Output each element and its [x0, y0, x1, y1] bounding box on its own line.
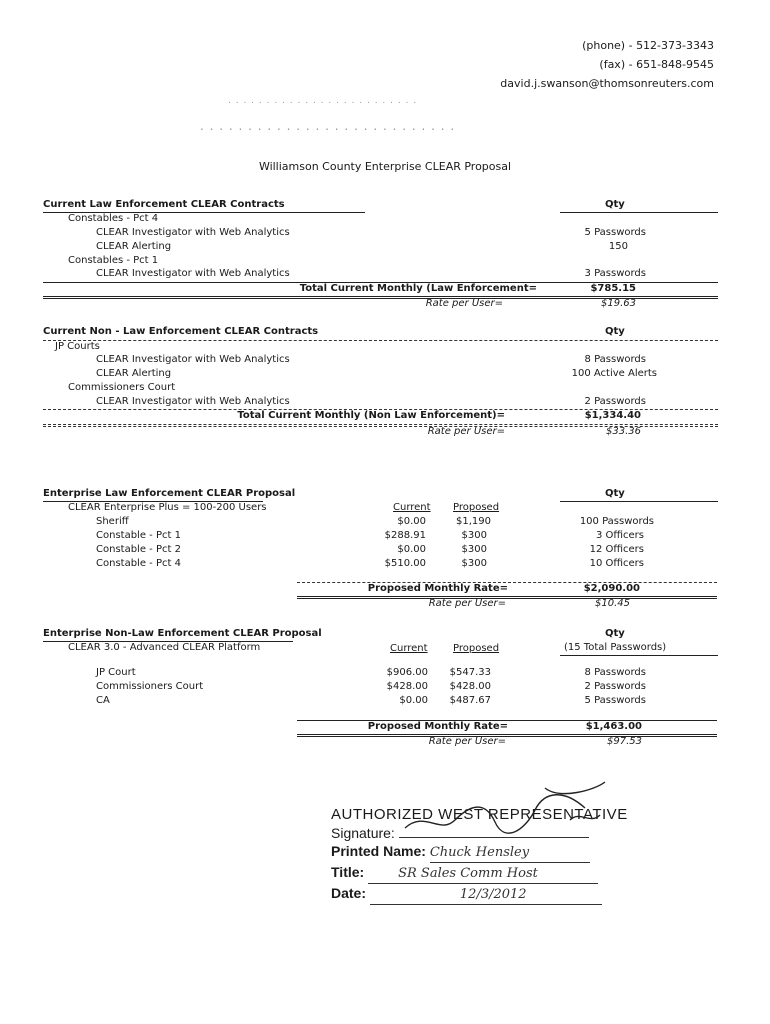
ent-nle-rate-value: $97.53	[607, 736, 642, 747]
ent-le-total-value: $2,090.00	[583, 583, 640, 594]
current-le-qty-header: Qty	[605, 199, 625, 210]
ent-le-qty-header: Qty	[605, 488, 625, 499]
current-le-heading: Current Law Enforcement CLEAR Contracts	[43, 199, 285, 210]
ent-le-heading: Enterprise Law Enforcement CLEAR Proposal	[43, 488, 296, 499]
table-cell-proposed: $547.33	[449, 667, 491, 678]
table-cell-proposed: $300	[461, 544, 487, 555]
table-row-label: Constable - Pct 4	[96, 558, 181, 569]
table-cell-qty: 12 Officers	[589, 544, 644, 555]
current-le-rate-label: Rate per User=	[425, 298, 503, 309]
current-nle-rate-label: Rate per User=	[427, 426, 505, 437]
list-item: CLEAR Alerting	[96, 241, 172, 252]
date-label: Date:	[331, 885, 367, 901]
table-cell-qty: 2 Passwords	[584, 681, 646, 692]
ent-nle-rate-label: Rate per User=	[428, 736, 506, 747]
title-label: Title:	[331, 864, 365, 880]
qty-value: 150	[608, 241, 628, 252]
table-row-label: JP Court	[96, 667, 136, 678]
qty-value: 8 Passwords	[584, 354, 646, 365]
list-item: Commissioners Court	[68, 382, 176, 393]
printed-name-value: Chuck Hensley	[430, 844, 590, 863]
qty-value: 2 Passwords	[584, 396, 646, 407]
ent-nle-total-label: Proposed Monthly Rate=	[367, 721, 508, 732]
faint-header-line-1: . . . . . . . . . . . . . . . . . . . . . . . . .	[228, 96, 418, 106]
current-le-total-value: $785.15	[590, 283, 636, 294]
table-row-label: Constable - Pct 1	[96, 530, 181, 541]
table-row-label: CA	[96, 695, 110, 706]
list-item: CLEAR Investigator with Web Analytics	[96, 396, 290, 407]
list-item: JP Courts	[55, 341, 100, 352]
qty-value: 100 Active Alerts	[571, 368, 657, 379]
divider	[43, 296, 718, 297]
table-cell-proposed: $300	[461, 558, 487, 569]
ent-le-proposed-header: Proposed	[453, 502, 500, 513]
ent-le-total-label: Proposed Monthly Rate=	[367, 583, 508, 594]
divider	[297, 598, 717, 599]
qty-value: 5 Passwords	[584, 227, 646, 238]
qty-value: 3 Passwords	[584, 268, 646, 279]
divider	[43, 424, 718, 425]
list-item: CLEAR Investigator with Web Analytics	[96, 354, 290, 365]
ent-le-subheading: CLEAR Enterprise Plus = 100-200 Users	[68, 502, 267, 513]
printed-name-label: Printed Name:	[331, 843, 426, 859]
divider	[560, 501, 718, 502]
ent-nle-total-value: $1,463.00	[585, 721, 642, 732]
current-nle-qty-header: Qty	[605, 326, 625, 337]
table-cell-qty: 5 Passwords	[584, 695, 646, 706]
table-cell-qty: 10 Officers	[589, 558, 644, 569]
signature-heading: AUTHORIZED WEST REPRESENTATIVE	[331, 806, 628, 823]
handwritten-signature	[395, 780, 615, 840]
ent-nle-heading: Enterprise Non-Law Enforcement CLEAR Proposal	[43, 628, 322, 639]
table-row-label: Sheriff	[96, 516, 129, 527]
divider	[560, 655, 718, 656]
ent-nle-subheading: CLEAR 3.0 - Advanced CLEAR Platform	[68, 642, 261, 653]
table-cell-current: $0.00	[397, 544, 426, 555]
table-row-label: Constable - Pct 2	[96, 544, 181, 555]
list-item: CLEAR Investigator with Web Analytics	[96, 268, 290, 279]
list-item: Constables - Pct 4	[68, 213, 159, 224]
ent-nle-qty-subheader: (15 Total Passwords)	[564, 642, 667, 653]
ent-nle-current-header: Current	[390, 643, 428, 654]
divider	[297, 736, 717, 737]
current-le-total-label: Total Current Monthly (Law Enforcement=	[299, 283, 537, 294]
current-nle-rate-value: $33.36	[606, 426, 641, 437]
table-cell-proposed: $428.00	[449, 681, 491, 692]
ent-le-rate-value: $10.45	[595, 598, 630, 609]
faint-header-line-2: . . . . . . . . . . . . . . . . . . . . . . . . . . .	[200, 119, 456, 133]
ent-le-current-header: Current	[393, 502, 431, 513]
divider	[43, 340, 718, 341]
current-nle-total-label: Total Current Monthly (Non Law Enforcement)=	[237, 410, 505, 421]
contact-phone: (phone) - 512-373-3343	[582, 39, 714, 52]
table-cell-current: $0.00	[397, 516, 426, 527]
table-cell-current: $288.91	[384, 530, 426, 541]
table-cell-proposed: $300	[461, 530, 487, 541]
table-cell-qty: 100 Passwords	[579, 516, 654, 527]
ent-nle-proposed-header: Proposed	[453, 643, 500, 654]
table-cell-qty: 3 Officers	[595, 530, 644, 541]
list-item: CLEAR Alerting	[96, 368, 172, 379]
table-cell-proposed: $487.67	[449, 695, 491, 706]
table-cell-current: $906.00	[386, 667, 428, 678]
list-item: CLEAR Investigator with Web Analytics	[96, 227, 290, 238]
current-nle-heading: Current Non - Law Enforcement CLEAR Contracts	[43, 326, 319, 337]
table-cell-current: $0.00	[399, 695, 428, 706]
contact-fax: (fax) - 651-848-9545	[599, 58, 714, 71]
signature-label: Signature:	[331, 825, 395, 841]
title-value: SR Sales Comm Host	[368, 865, 598, 884]
table-cell-proposed: $1,190	[456, 516, 491, 527]
divider	[560, 212, 718, 213]
divider	[297, 596, 717, 597]
current-nle-total-value: $1,334.40	[584, 410, 641, 421]
page-title: Williamson County Enterprise CLEAR Proposal	[258, 160, 512, 173]
table-cell-qty: 8 Passwords	[584, 667, 646, 678]
divider	[297, 734, 717, 735]
contact-email: david.j.swanson@thomsonreuters.com	[500, 77, 714, 90]
current-le-rate-value: $19.63	[601, 298, 636, 309]
list-item: Constables - Pct 1	[68, 255, 159, 266]
ent-le-rate-label: Rate per User=	[428, 598, 506, 609]
date-value: 12/3/2012	[370, 886, 602, 905]
table-row-label: Commissioners Court	[96, 681, 204, 692]
table-cell-current: $428.00	[386, 681, 428, 692]
table-cell-current: $510.00	[384, 558, 426, 569]
ent-nle-qty-header: Qty	[605, 628, 625, 639]
